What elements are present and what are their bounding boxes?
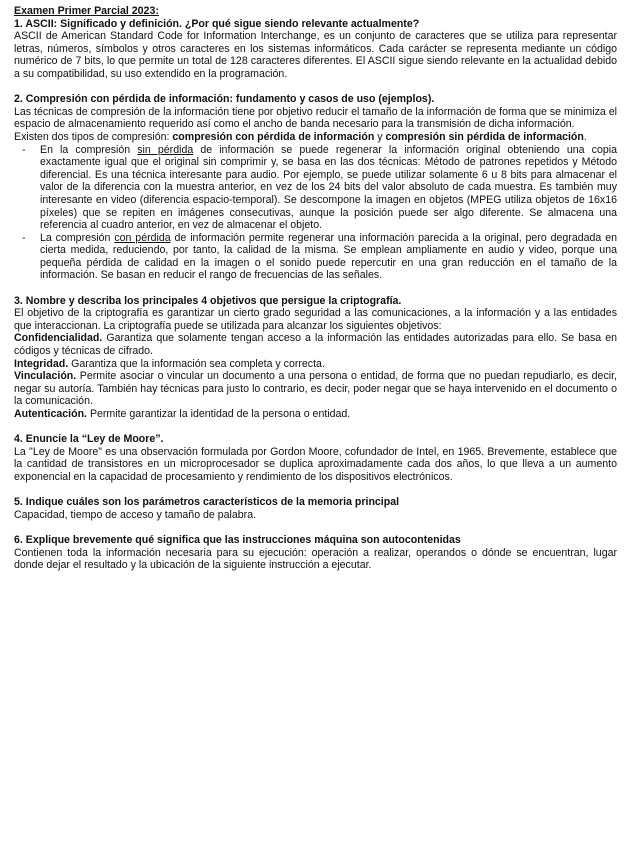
- document-title: Examen Primer Parcial 2023:: [14, 5, 159, 17]
- objective-binding: [14, 370, 617, 408]
- question-2-paragraph-2: [14, 131, 617, 144]
- p2-prefix: Existen dos tipos de compresión:: [14, 130, 173, 143]
- objective-1-text: Garantiza que solamente tengan acceso a la información las entidades autorizadas para ello. Se basa en códigos y técnicas de cifrado.: [14, 332, 617, 358]
- objective-2-text: Garantiza que la información sea completa y correcta.: [68, 357, 325, 370]
- objective-integrity: [14, 358, 617, 371]
- p2-suffix: .: [583, 130, 587, 143]
- p2-bold-lossless: compresión sin pérdida de información: [385, 130, 584, 143]
- item1-rest: de información se puede regenerar la información original obteniendo una copia exactamente igual que el original sin comprimir y, se basa en las dos técnicas: Método de patrones repetidos y Método diferencial. Es una técnica interesante para audio. Por ejemplo, se puede utilizar solamente 6 u 8 bits para almacenar el valor de la diferencia con la muestra anterior, en vez de los 24 bits del valor absoluto de cada muestra. Es también muy interesante en video (diferencia espacio-temporal). Se descompone la imagen en objetos (MPEG utiliza objetos de 16x16 píxeles) que se repiten en imágenes consecutivas, aunque la posición puede ser algo diferente. Se almacena una referencia al cuadro anterior, en vez de almacenar el objeto.: [40, 143, 617, 232]
- item2-prefix: La compresión: [40, 231, 115, 244]
- list-item-lossless: [40, 144, 617, 232]
- question-2-heading: 2. Compresión con pérdida de información: fundamento y casos de uso (ejemplos).: [14, 93, 435, 106]
- objective-4-label: Autenticación.: [14, 408, 87, 420]
- question-1-answer: ASCII de American Standard Code for Information Interchange, es un conjunto de caracteres que se utiliza para representar letras, números, símbolos y otros caracteres en los sistemas informáticos. Cada carácter se representa mediante un código numérico de 7 bits, lo que permite un total de 128 caracteres diferentes. El ASCII sigue siendo relevante en la actualidad debido a su compatibilidad, su uso extendido en la programación.: [14, 30, 617, 80]
- question-4: [14, 433, 617, 483]
- question-6: [14, 534, 617, 572]
- question-6-heading: 6. Explique brevemente qué significa que las instrucciones máquina son autocontenidas: [14, 533, 461, 546]
- question-3-heading: 3. Nombre y describa los principales 4 objetivos que persigue la criptografía.: [14, 294, 402, 307]
- question-4-answer: La "Ley de Moore" es una observación formulada por Gordon Moore, cofundador de Intel, en 1965. Brevemente, establece que la cantidad de transistores en un microprocesador se duplica aproximadamente cada dos años, lo que lleva a un aumento exponencial en la capacidad de procesamiento y rendimiento de los dispositivos electrónicos.: [14, 445, 617, 483]
- question-1: [14, 18, 617, 81]
- objective-4-text: Permite garantizar la identidad de la persona o entidad.: [87, 408, 351, 420]
- item2-underlined: con pérdida: [114, 231, 171, 244]
- question-1-heading: 1. ASCII: Significado y definición. ¿Por qué sigue siendo relevante actualmente?: [14, 17, 420, 30]
- objective-2-label: Integridad.: [14, 357, 69, 370]
- question-3: [14, 295, 617, 421]
- objective-confidentiality: [14, 332, 617, 357]
- question-5-heading: 5. Indique cuáles son los parámetros característicos de la memoria principal: [14, 496, 400, 509]
- question-4-heading: 4. Enuncie la “Ley de Moore”.: [14, 433, 164, 446]
- question-2: [14, 93, 617, 282]
- objective-3-label: Vinculación.: [14, 370, 77, 383]
- question-6-answer: Contienen toda la información necesaria para su ejecución: operación a realizar, operandos o dónde se encuentran, lugar donde dejar el resultado y la ubicación de la siguiente instrucción a ejecutar.: [14, 546, 617, 572]
- objective-3-text: Permite asociar o vincular un documento a una persona o entidad, de forma que no puedan repudiarlo, es decir, negar su autoría. También hay técnicas para justo lo contrario, es decir, poder negar que se haya intervenido en el documento o la comunicación.: [14, 370, 617, 408]
- item1-prefix: En la compresión: [40, 143, 138, 156]
- objective-1-label: Confidencialidad.: [14, 332, 103, 345]
- question-5: [14, 496, 617, 521]
- question-3-intro: El objetivo de la criptografía es garantizar un cierto grado seguridad a las comunicaciones, a la información y a las entidades que interaccionan. La criptografía puede se utilizada para alcanzar los siguientes objetivos:: [14, 307, 617, 332]
- question-2-paragraph-1: Las técnicas de compresión de la información tiene por objetivo reducir el tamaño de la información de forma que se minimiza el espacio de almacenamiento requerido así como el ancho de banda necesario para la transmisión de dicha información.: [14, 105, 617, 131]
- question-5-answer: Capacidad, tiempo de acceso y tamaño de palabra.: [14, 508, 257, 521]
- item2-rest: de información permite regenerar una información parecida a la original, pero degradada en cierta medida, reduciendo, por tanto, la calidad de la misma. Se emplean ampliamente en audio y video, porque una pequeña pérdida de calidad en la imagen o el sonido puede repercutir en una gran reducción en el tamaño de la información. Se basan en reducir el rango de frecuencias de las señales.: [40, 231, 617, 282]
- p2-mid: y: [374, 130, 386, 143]
- list-item-lossy: [40, 232, 617, 282]
- p2-bold-lossy: compresión con pérdida de información: [172, 130, 375, 143]
- objective-authentication: [14, 408, 617, 421]
- item1-underlined: sin pérdida: [137, 143, 194, 156]
- compression-list: [14, 144, 617, 283]
